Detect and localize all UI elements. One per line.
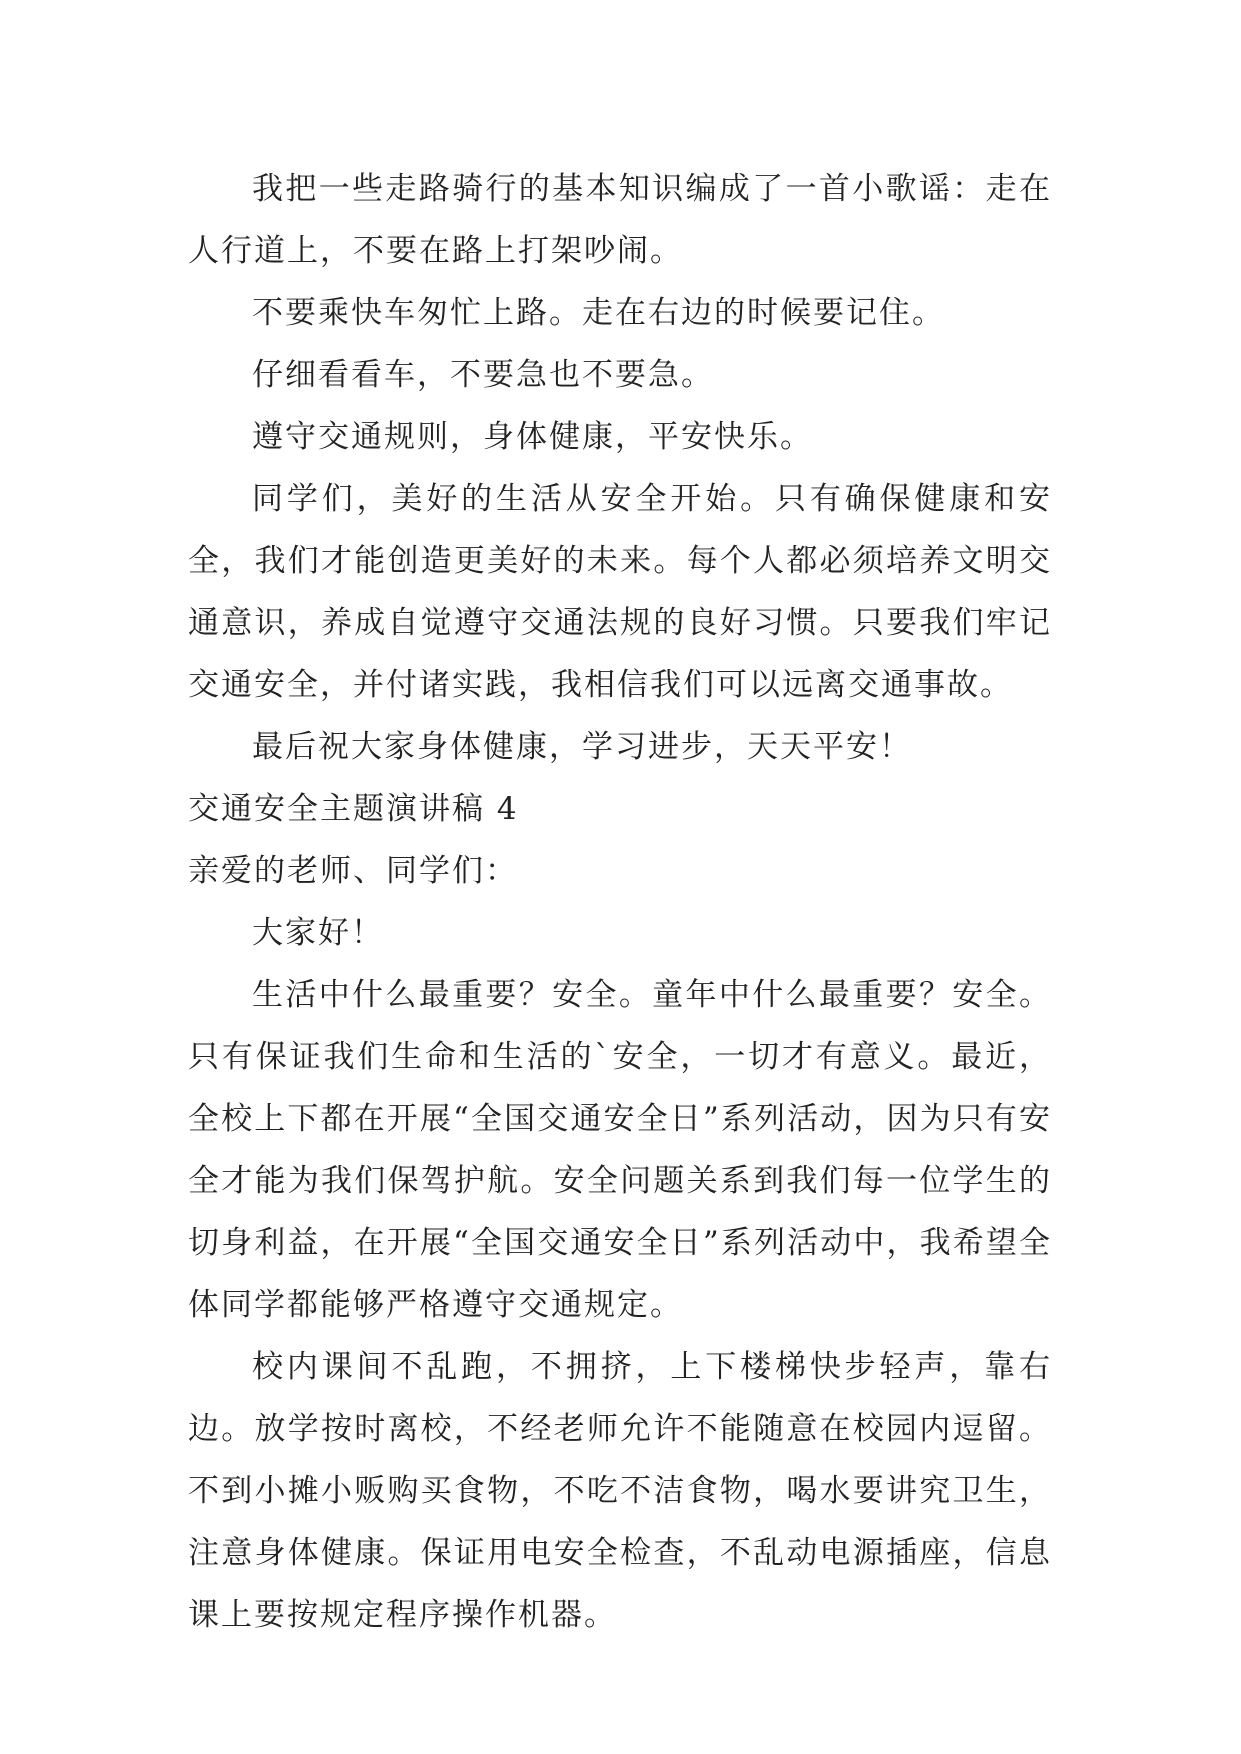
paragraph-song-intro: 我把一些走路骑行的基本知识编成了一首小歌谣：走在人行道上，不要在路上打架吵闹。 bbox=[188, 171, 1052, 269]
document-body bbox=[188, 158, 1052, 1646]
greeting: 大家好！ bbox=[252, 915, 384, 951]
salutation: 亲爱的老师、同学们： bbox=[188, 853, 518, 889]
section-title: 交通安全主题演讲稿 4 bbox=[188, 791, 519, 827]
paragraph-song-line-3: 遵守交通规则，身体健康，平安快乐。 bbox=[252, 419, 813, 455]
paragraph-song-line-2: 仔细看看车，不要急也不要急。 bbox=[252, 357, 714, 393]
paragraph-song-line-1: 不要乘快车匆忙上路。走在右边的时候要记住。 bbox=[252, 295, 945, 331]
paragraph-importance-of-safety: 生活中什么最重要？安全。童年中什么最重要？安全。只有保证我们生命和生活的`安全，一切才有意义。最近，全校上下都在开展“全国交通安全日”系列活动，因为只有安全才能为我们保驾护航。安全问题关系到我们每一位学生的切身利益，在开展“全国交通安全日”系列活动中，我希望全体同学都能够严格遵守交通规定。 bbox=[188, 977, 1052, 1323]
paragraph-school-rules: 校内课间不乱跑，不拥挤，上下楼梯快步轻声，靠右边。放学按时离校，不经老师允许不能随意在校园内逗留。不到小摊小贩购买食物，不吃不洁食物，喝水要讲究卫生，注意身体健康。保证用电安全检查，不乱动电源插座，信息课上要按规定程序操作机器。 bbox=[188, 1349, 1052, 1633]
paragraph-closing-wish: 最后祝大家身体健康，学习进步，天天平安！ bbox=[252, 729, 912, 765]
paragraph-safe-life: 同学们，美好的生活从安全开始。只有确保健康和安全，我们才能创造更美好的未来。每个人都必须培养文明交通意识，养成自觉遵守交通法规的良好习惯。只要我们牢记交通安全，并付诸实践，我相信我们可以远离交通事故。 bbox=[188, 481, 1052, 703]
